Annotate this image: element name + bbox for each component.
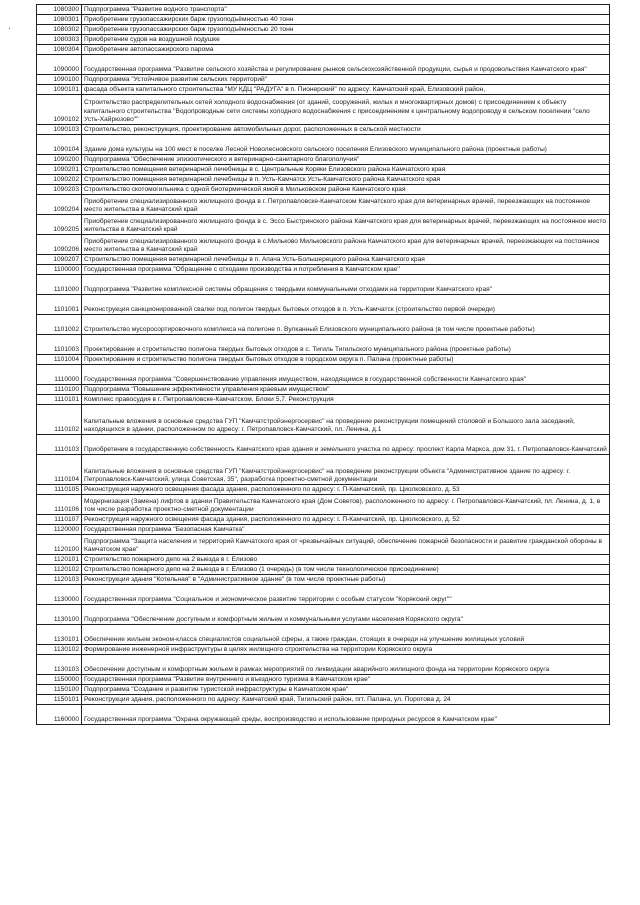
name-cell: Реконструкция здания, расположенного по адресу: Камчатский край, Тигильский район, пгт. Палана, ул. Поротова д. 24 xyxy=(82,695,610,705)
table-row xyxy=(37,685,610,695)
code-cell: 1110107 xyxy=(37,515,82,525)
name-cell: Модернизация (Замена) лифтов в здании Правительства Камчатского края (Дом Советов), расположенного по адресу: г. Петропавловск-Камчатский, пл. Ленина, д. 1, в том числе разработка проектно-сметной документации xyxy=(82,495,610,515)
code-cell: 1110102 xyxy=(37,405,82,435)
code-cell: 1110104 xyxy=(37,455,82,485)
table-row xyxy=(37,605,610,625)
name-cell: Формирование инженерной инфраструктуры в целях жилищного строительства на территории Корякского округа xyxy=(82,645,610,655)
name-cell: Здание дома культуры на 100 мест в поселке Лесной Новолесновского сельского поселения Елизовского муниципального района (проектные работы) xyxy=(82,135,610,155)
name-cell: Обеспечение доступным и комфортным жильем в рамках мероприятий по ликвидации аварийного жилищного фонда на территории Корякского округа xyxy=(82,655,610,675)
name-cell: Приобретение в государственную собственность Камчатского края здания и земельного участка по адресу: проспект Карла Маркса, дом 31, г. Петропавловск-Камчатский xyxy=(82,435,610,455)
name-cell: Строительство помещения ветеринарной лечебницы в с. Центральные Коряки Елизовского района Камчатского края xyxy=(82,165,610,175)
code-cell: 1130100 xyxy=(37,605,82,625)
table-row xyxy=(37,625,610,645)
code-cell: 1090100 xyxy=(37,75,82,85)
code-cell: 1090203 xyxy=(37,185,82,195)
name-cell: Строительство пожарного депо на 2 выезда в г. Елизово xyxy=(82,555,610,565)
table-row xyxy=(37,95,610,125)
table-row xyxy=(37,435,610,455)
table-row xyxy=(37,555,610,565)
code-cell: 1101004 xyxy=(37,355,82,365)
code-cell: 1090201 xyxy=(37,165,82,175)
table-row xyxy=(37,155,610,165)
code-cell: 1100000 xyxy=(37,265,82,275)
table-row xyxy=(37,5,610,15)
code-cell: 1130101 xyxy=(37,625,82,645)
table-row xyxy=(37,175,610,185)
table-row xyxy=(37,265,610,275)
code-cell: 1090104 xyxy=(37,135,82,155)
name-cell: Подпрограмма "Обеспечение эпизоотического и ветеринарно-санитарного благополучия" xyxy=(82,155,610,165)
table-row xyxy=(37,195,610,215)
name-cell: Подпрограмма "Защита населения и территорий Камчатского края от чрезвычайных ситуаций, обеспечение пожарной безопасности и развитие гражданской обороны в Камчатском крае" xyxy=(82,535,610,555)
name-cell: фасада объекта капитального строительства "МУ КДЦ "РАДУГА" в п. Пионерский" по адресу: Камчатский край, Елизовский район, xyxy=(82,85,610,95)
name-cell: Приобретение специализированного жилищного фонда в с.Мильково Мильковского района Камчатского края для ветеринарных врачей, переезжающих на постоянное место жительства в Камчатский край xyxy=(82,235,610,255)
code-cell: 1090202 xyxy=(37,175,82,185)
code-cell: 1120103 xyxy=(37,575,82,585)
code-cell: 1080303 xyxy=(37,35,82,45)
table-row xyxy=(37,355,610,365)
table-row xyxy=(37,455,610,485)
table-row xyxy=(37,315,610,335)
table-row xyxy=(37,275,610,295)
code-cell: 1090206 xyxy=(37,235,82,255)
name-cell: Строительство, реконструкция, проектирование автомобильных дорог, расположенных в сельской местности xyxy=(82,125,610,135)
code-cell: 1101001 xyxy=(37,295,82,315)
code-cell: 1160000 xyxy=(37,705,82,725)
code-cell: 1120102 xyxy=(37,565,82,575)
name-cell: Капитальные вложения в основные средства ГУП "Камчатстройэнергосервис" на проведение реконструкции помещений столовой и Большого зала заседаний, находящихся в здании, расположенном по адресу: г. Петропавловск-Камчатский, пл. Ленина, д.1 xyxy=(82,405,610,435)
code-cell: 1090101 xyxy=(37,85,82,95)
code-cell: 1150101 xyxy=(37,695,82,705)
code-cell: 1110106 xyxy=(37,495,82,515)
table-row xyxy=(37,185,610,195)
name-cell: Подпрограмма "Создание и развитие туристской инфраструктуры в Камчатском крае" xyxy=(82,685,610,695)
name-cell: Строительство распределительных сетей холодного водоснабжения (от зданий, сооружений, жилых и многоквартирных домов) с присоединением к объекту капитального строительства "Водопроводные сети системы холодного водоснабжения с присоединением к центральному водопроводу в сельском поселении "село Усть-Хайрюзово"" xyxy=(82,95,610,125)
code-cell: 1120101 xyxy=(37,555,82,565)
table-row xyxy=(37,395,610,405)
name-cell: Строительство мусоросортировочного комплекса на полигоне п. Вулканный Елизовского муниципального района (в том числе проектные работы) xyxy=(82,315,610,335)
name-cell: Приобретение специализированного жилищного фонда в г. Петропавловске-Камчатском Камчатского края для ветеринарных врачей, переезжающих на постоянное место жительства в Камчатский край xyxy=(82,195,610,215)
table-row xyxy=(37,15,610,25)
name-cell: Подпрограмма "Устойчивое развитие сельских территорий" xyxy=(82,75,610,85)
table-row xyxy=(37,25,610,35)
code-cell: 1080301 xyxy=(37,15,82,25)
name-cell: Государственная программа "Развитие внутреннего и въездного туризма в Камчатском крае" xyxy=(82,675,610,685)
table-row xyxy=(37,525,610,535)
budget-codes-table xyxy=(36,4,610,725)
code-cell: 1101002 xyxy=(37,315,82,335)
name-cell: Подпрограмма "Повышение эффективности управления краевым имуществом" xyxy=(82,385,610,395)
name-cell: Приобретение автопассажирского парома xyxy=(82,45,610,55)
table-row xyxy=(37,585,610,605)
code-cell: 1150000 xyxy=(37,675,82,685)
code-cell: 1110105 xyxy=(37,485,82,495)
code-cell: 1080304 xyxy=(37,45,82,55)
name-cell: Государственная программа "Обращение с отходами производства и потребления в Камчатском крае" xyxy=(82,265,610,275)
code-cell: 1110000 xyxy=(37,365,82,385)
code-cell: 1120000 xyxy=(37,525,82,535)
name-cell: Государственная программа "Охрана окружающей среды, воспроизводство и использование природных ресурсов в Камчатском крае" xyxy=(82,705,610,725)
table-row xyxy=(37,125,610,135)
table-row xyxy=(37,135,610,155)
table-body xyxy=(37,5,610,725)
table-row xyxy=(37,565,610,575)
table-row xyxy=(37,645,610,655)
table-row xyxy=(37,165,610,175)
table-row xyxy=(37,655,610,675)
name-cell: Государственная программа "Социальное и экономическое развитие территории с особым статусом "Корякский округ"" xyxy=(82,585,610,605)
table-row xyxy=(37,575,610,585)
table-row xyxy=(37,35,610,45)
table-row xyxy=(37,335,610,355)
code-cell: 1120100 xyxy=(37,535,82,555)
name-cell: Капитальные вложения в основные средства ГУП "Камчатстройэнергосервис" на проведение реконструкции объекта "Административное здание по адресу: г. Петропавловск-Камчатский, улица Советская, 35", разработка проектно-сметной документации xyxy=(82,455,610,485)
code-cell: 1090103 xyxy=(37,125,82,135)
code-cell: 1090000 xyxy=(37,55,82,75)
scan-artifact xyxy=(9,28,10,29)
code-cell: 1080300 xyxy=(37,5,82,15)
table-row xyxy=(37,495,610,515)
name-cell: Приобретение грузопассажирских барж грузоподъёмностью 20 тонн xyxy=(82,25,610,35)
name-cell: Реконструкция наружного освещения фасада здания, расположенного по адресу: г. П-Камчатский, пр. Циолковского, д. 53 xyxy=(82,485,610,495)
code-cell: 1090102 xyxy=(37,95,82,125)
table-row xyxy=(37,385,610,395)
code-cell: 1090204 xyxy=(37,195,82,215)
table-row xyxy=(37,405,610,435)
table-row xyxy=(37,255,610,265)
table-row xyxy=(37,295,610,315)
table-row xyxy=(37,535,610,555)
table-row xyxy=(37,45,610,55)
table-row xyxy=(37,485,610,495)
name-cell: Строительство скотомогильника с одной биотермической ямой в Мильковском районе Камчатского края xyxy=(82,185,610,195)
code-cell: 1150100 xyxy=(37,685,82,695)
name-cell: Приобретение грузопассажирских барж грузоподъёмностью 40 тонн xyxy=(82,15,610,25)
table-row xyxy=(37,55,610,75)
document-page xyxy=(36,4,609,725)
table-row xyxy=(37,695,610,705)
name-cell: Обеспечение жильем эконом-класса специалистов социальной сферы, а также граждан, стоящих в очереди на улучшение жилищных условий xyxy=(82,625,610,645)
name-cell: Государственная программа "Безопасная Камчатка" xyxy=(82,525,610,535)
name-cell: Подпрограмма "Развитие водного транспорта" xyxy=(82,5,610,15)
table-row xyxy=(37,85,610,95)
name-cell: Проектирование и строительство полигона твердых бытовых отходов в с. Тигиль Тигильского муниципального района (проектные работы) xyxy=(82,335,610,355)
code-cell: 1130000 xyxy=(37,585,82,605)
table-row xyxy=(37,75,610,85)
code-cell: 1080302 xyxy=(37,25,82,35)
table-row xyxy=(37,675,610,685)
code-cell: 1090200 xyxy=(37,155,82,165)
table-row xyxy=(37,515,610,525)
code-cell: 1090205 xyxy=(37,215,82,235)
table-row xyxy=(37,705,610,725)
code-cell: 1110100 xyxy=(37,385,82,395)
name-cell: Государственная программа "Развитие сельского хозяйства и регулирование рынков сельскохозяйственной продукции, сырья и продовольствия Камчатского края" xyxy=(82,55,610,75)
table-row xyxy=(37,365,610,385)
name-cell: Подпрограмма "Обеспечение доступным и комфортным жильем и коммунальными услугами населения Корякского округа" xyxy=(82,605,610,625)
name-cell: Подпрограмма "Развитие комплексной системы обращения с твердыми коммунальными отходами на территории Камчатского края" xyxy=(82,275,610,295)
code-cell: 1130103 xyxy=(37,655,82,675)
name-cell: Приобретение судов на воздушной подушке xyxy=(82,35,610,45)
name-cell: Строительство пожарного депо на 2 выезда в г. Елизово (1 очередь) (в том числе технологическое присоединение) xyxy=(82,565,610,575)
name-cell: Строительство помещения ветеринарной лечебницы в п. Апача Усть-Большерецкого района Камчатского края xyxy=(82,255,610,265)
name-cell: Реконструкция санкционированной свалки под полигон твердых бытовых отходов в п. Усть-Камчатск (строительство первой очереди) xyxy=(82,295,610,315)
name-cell: Реконструкция здания "Котельная" в "Административное здание" (в том числе проектные работы) xyxy=(82,575,610,585)
table-row xyxy=(37,215,610,235)
code-cell: 1101003 xyxy=(37,335,82,355)
code-cell: 1101000 xyxy=(37,275,82,295)
code-cell: 1110103 xyxy=(37,435,82,455)
code-cell: 1110101 xyxy=(37,395,82,405)
code-cell: 1130102 xyxy=(37,645,82,655)
name-cell: Проектирование и строительство полигона твердых бытовых отходов в городском округа п. Палана (проектные работы) xyxy=(82,355,610,365)
name-cell: Государственная программа "Совершенствование управления имуществом, находящимся в государственной собственности Камчатского края" xyxy=(82,365,610,385)
table-row xyxy=(37,235,610,255)
name-cell: Реконструкция наружного освещения фасада здания, расположенного по адресу: г. П-Камчатский, пр. Циолковского, д. 52 xyxy=(82,515,610,525)
name-cell: Приобретение специализированного жилищного фонда в с. Эссо Быстринского района Камчатского края для ветеринарных врачей, переезжающих на постоянное место жительства в Камчатский край xyxy=(82,215,610,235)
code-cell: 1090207 xyxy=(37,255,82,265)
name-cell: Строительство помещения ветеринарной лечебницы в п. Усть-Камчатск Усть-Камчатского района Камчатского края xyxy=(82,175,610,185)
name-cell: Комплекс правосудия в г. Петропавловске-Камчатском. Блоки 5,7. Реконструкция xyxy=(82,395,610,405)
